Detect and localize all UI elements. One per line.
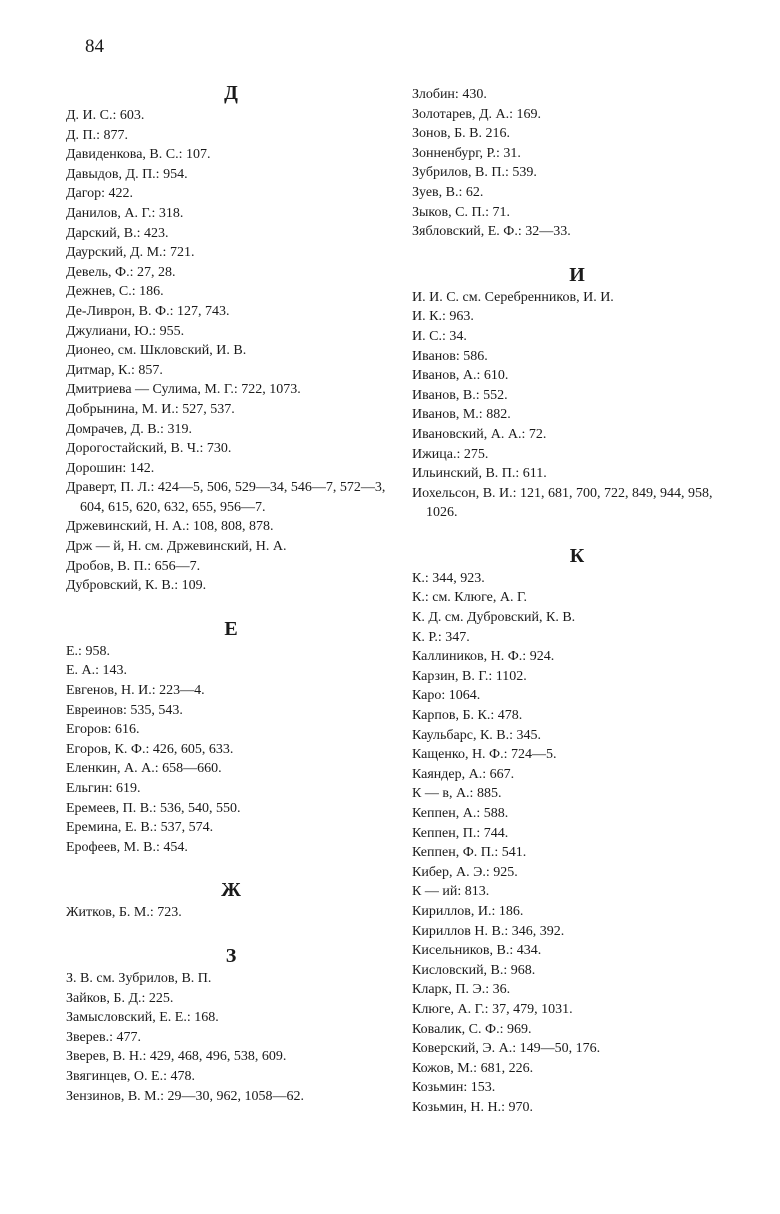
index-entry: Кисловский, В.: 968. — [412, 962, 536, 978]
index-entry: Евгенов, Н. И.: 223—4. — [66, 683, 205, 699]
index-entry: Евреинов: 535, 543. — [66, 702, 183, 718]
index-entry: Кеппен, А.: 588. — [412, 806, 509, 821]
index-entry: Добрынина, М. И.: 527, 537. — [66, 401, 235, 417]
index-entry: Давыдов, Д. П.: 954. — [66, 166, 188, 182]
index-entry: Дробов, В. П.: 656—7. — [66, 558, 201, 574]
index-entry: Ижица.: 275. — [412, 446, 489, 462]
index-entry: Коверский, Э. А.: 149—50, 176. — [412, 1041, 601, 1057]
index-entry: Д. И. С.: 603. — [66, 108, 145, 123]
index-entry: Иванов, А.: 610. — [412, 368, 509, 384]
index-entry: Зыков, С. П.: 71. — [412, 204, 510, 220]
index-entry: Е. А.: 143. — [66, 663, 128, 679]
index-entry: И. И. С. см. Серебренников, И. И. — [412, 289, 614, 305]
index-entry: К — ий: 813. — [412, 884, 490, 900]
index-entry: Ерофеев, М. В.: 454. — [66, 839, 188, 855]
index-entry: Джулиани, Ю.: 955. — [66, 323, 185, 339]
index-entry: Кеппен, П.: 744. — [412, 825, 509, 841]
section-letter: И — [569, 263, 585, 286]
index-entry: Иванов, М.: 882. — [412, 407, 511, 423]
index-entry: Злобин: 430. — [412, 87, 487, 102]
index-entry: Дарский, В.: 423. — [66, 225, 169, 241]
index-entry: Кириллов Н. В.: 346, 392. — [412, 923, 565, 939]
index-entry: Дагор: 422. — [66, 186, 134, 202]
left-index-column — [66, 80, 396, 1106]
index-section — [66, 857, 396, 923]
index-entry: Дионео, см. Шкловский, И. В. — [66, 343, 247, 359]
index-entry: Даурский, Д. М.: 721. — [66, 245, 195, 261]
index-entries — [412, 85, 742, 242]
index-entry: Дубровский, К. В.: 109. — [66, 578, 207, 594]
index-entry: К.: см. Клюге, А. Г. — [412, 590, 527, 606]
index-entry: Зонов, Б. В. 216. — [412, 126, 510, 142]
index-entry: Козьмин: 153. — [412, 1080, 496, 1096]
section-letter: Е — [224, 617, 238, 640]
index-entry: Зонненбург, Р.: 31. — [412, 145, 521, 161]
index-entries — [412, 569, 742, 1118]
index-section — [66, 923, 396, 1106]
index-entry: Иванов: 586. — [412, 348, 488, 364]
index-entry: И. К.: 963. — [412, 309, 474, 325]
index-entry: Ивановский, А. А.: 72. — [412, 426, 547, 442]
index-entries — [412, 288, 742, 523]
index-entry: Еремеев, П. В.: 536, 540, 550. — [66, 800, 241, 816]
index-entry: Каллиников, Н. Ф.: 924. — [412, 649, 555, 665]
index-entry: Кожов, М.: 681, 226. — [412, 1060, 534, 1076]
index-entry: Карзин, В. Г.: 1102. — [412, 668, 527, 684]
index-entry: Кириллов, И.: 186. — [412, 903, 524, 919]
index-section — [412, 242, 742, 523]
index-entry: Дорошин: 142. — [66, 460, 155, 476]
index-entry: К. Р.: 347. — [412, 629, 470, 645]
section-gap — [412, 523, 742, 543]
index-entry: Драверт, П. Л.: 424—5, 506, 529—34, 546—7, 572—3, 604, 615, 620, 632, 655, 956—7. — [66, 480, 386, 515]
index-entry: Кибер, А. Э.: 925. — [412, 864, 518, 880]
index-entry: Кащенко, Н. Ф.: 724—5. — [412, 747, 557, 763]
index-entry: Давиденкова, В. С.: 107. — [66, 147, 211, 163]
index-entry: И. С.: 34. — [412, 328, 467, 344]
index-entry: Егоров, К. Ф.: 426, 605, 633. — [66, 741, 234, 757]
index-entry: Зайков, Б. Д.: 225. — [66, 990, 174, 1006]
index-section — [66, 596, 396, 858]
index-entry: Звягинцев, О. Е.: 478. — [66, 1068, 195, 1084]
index-entries — [66, 903, 396, 923]
index-entry: Дорогостайский, В. Ч.: 730. — [66, 441, 232, 457]
index-section — [412, 85, 742, 242]
index-entry: Зверев.: 477. — [66, 1029, 141, 1045]
index-entry: Ковалик, С. Ф.: 969. — [412, 1021, 532, 1037]
index-section — [66, 80, 396, 596]
index-entry: Кисельников, В.: 434. — [412, 943, 542, 959]
index-entry: Кеппен, Ф. П.: 541. — [412, 845, 527, 861]
index-entry: К — в, А.: 885. — [412, 786, 502, 802]
index-entry: Дежнев, С.: 186. — [66, 284, 164, 300]
index-entry: Е.: 958. — [66, 643, 110, 659]
index-entries — [66, 969, 396, 1106]
section-gap — [66, 857, 396, 877]
index-entry: К. Д. см. Дубровский, К. В. — [412, 610, 576, 626]
index-section — [412, 523, 742, 1118]
index-entry: Држевинский, Н. А.: 108, 808, 878. — [66, 519, 274, 535]
right-index-column — [412, 85, 742, 1118]
index-entry: Козьмин, Н. Н.: 970. — [412, 1099, 534, 1115]
page-number: 84 — [85, 36, 104, 57]
index-entry: Данилов, А. Г.: 318. — [66, 205, 184, 221]
index-entry: Де-Ливрон, В. Ф.: 127, 743. — [66, 303, 230, 319]
index-entry: Житков, Б. М.: 723. — [66, 905, 182, 921]
index-entry: К.: 344, 923. — [412, 570, 485, 586]
index-entry: Карпов, Б. К.: 478. — [412, 708, 523, 724]
index-entry: Ельгин: 619. — [66, 781, 141, 796]
index-entry: З. В. см. Зубрилов, В. П. — [66, 970, 212, 986]
index-entry: Замысловский, Е. Е.: 168. — [66, 1010, 219, 1026]
index-entry: Клюге, А. Г.: 37, 479, 1031. — [412, 1001, 573, 1017]
section-letter: К — [569, 544, 585, 567]
index-entry: Еремина, Е. В.: 537, 574. — [66, 820, 214, 836]
section-letter: Д — [224, 82, 238, 104]
index-entry: Зверев, В. Н.: 429, 468, 496, 538, 609. — [66, 1049, 287, 1065]
index-entry: Зябловский, Е. Ф.: 32—33. — [412, 224, 571, 240]
index-entry: Зубрилов, В. П.: 539. — [412, 165, 537, 181]
section-letter: Ж — [221, 879, 241, 902]
index-entry: Домрачев, Д. В.: 319. — [66, 421, 192, 437]
section-gap — [66, 596, 396, 616]
section-letter: З — [225, 944, 237, 967]
index-entry: Кларк, П. Э.: 36. — [412, 982, 511, 998]
index-entries — [66, 642, 396, 858]
index-entry: Золотарев, Д. А.: 169. — [412, 106, 542, 122]
index-entry: Девель, Ф.: 27, 28. — [66, 264, 176, 280]
index-entry: Каульбарс, К. В.: 345. — [412, 727, 542, 743]
index-entry: Каро: 1064. — [412, 688, 481, 704]
index-entry: Дмитриева — Сулима, М. Г.: 722, 1073. — [66, 382, 301, 398]
index-entry: Зензинов, В. М.: 29—30, 962, 1058—62. — [66, 1088, 305, 1104]
section-gap — [412, 242, 742, 262]
index-entry: Дитмар, К.: 857. — [66, 362, 163, 378]
index-entry: Д. П.: 877. — [66, 127, 129, 143]
index-entries — [66, 106, 396, 596]
index-entry: Егоров: 616. — [66, 722, 140, 738]
index-entry: Иванов, В.: 552. — [412, 387, 508, 403]
index-entry: Ильинский, В. П.: 611. — [412, 466, 547, 482]
index-entry: Каяндер, А.: 667. — [412, 766, 515, 782]
index-entry: Држ — й, Н. см. Држевинский, Н. А. — [66, 539, 287, 555]
section-gap — [66, 923, 396, 943]
index-entry: Зуев, В.: 62. — [412, 184, 484, 200]
index-entry: Еленкин, А. А.: 658—660. — [66, 761, 222, 777]
index-entry: Иохельсон, В. И.: 121, 681, 700, 722, 849, 944, 958, 1026. — [412, 485, 713, 521]
